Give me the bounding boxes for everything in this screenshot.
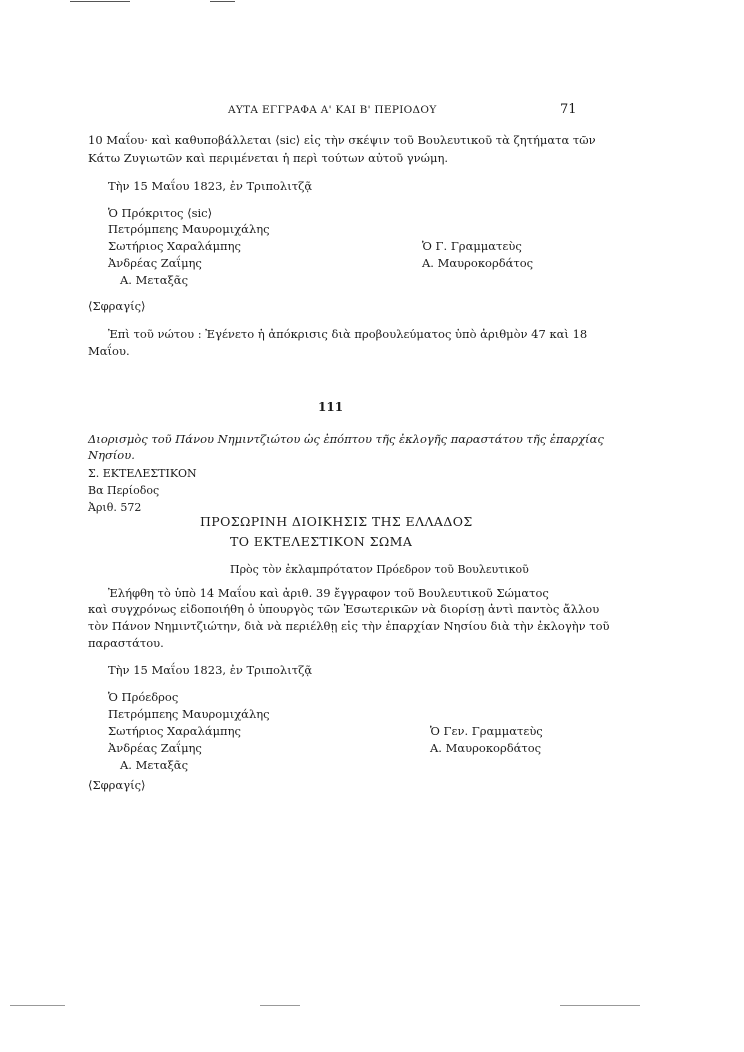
- scan-mark-bottom-left: [10, 1005, 65, 1006]
- archive-ref: Σ. ΕΚΤΕΛΕΣΤΙΚΟΝ: [88, 467, 197, 480]
- document-title: ΠΡΟΣΩΡΙΝΗ ΔΙΟΙΚΗΣΙΣ ΤΗΣ ΕΛΛΑΔΟΣ: [200, 514, 473, 529]
- addressee: Πρὸς τὸν ἐκλαμπρότατον Πρόεδρον τοῦ Βουλευτικοῦ: [230, 563, 529, 576]
- signer-left: Ὁ Πρόκριτος ⟨sic⟩: [108, 206, 213, 220]
- document-title: ΤΟ ΕΚΤΕΛΕΣΤΙΚΟΝ ΣΩΜΑ: [230, 534, 413, 549]
- endorsement-line: Μαΐου.: [88, 344, 130, 358]
- signer-left: Α. Μεταξᾶς: [120, 758, 189, 772]
- signer-right: Ὁ Γεν. Γραμματεὺς: [430, 724, 543, 738]
- signer-left: Σωτήριος Χαραλάμπης: [108, 239, 241, 253]
- signer-right: Α. Μαυροκορδάτος: [430, 741, 542, 755]
- document-number: 111: [318, 400, 344, 414]
- signer-right: Ὁ Γ. Γραμματεὺς: [422, 239, 522, 253]
- scan-mark-top-right: [210, 1, 235, 2]
- signer-left: Ὁ Πρόεδρος: [108, 690, 179, 704]
- archive-ref: Βα Περίοδος: [88, 484, 160, 497]
- archive-ref: Ἀριθ. 572: [88, 501, 142, 514]
- body-line: καὶ συγχρόνως εἰδοποιήθη ὁ ὑπουργὸς τῶν Ἐσωτερικῶν νὰ διορίσῃ ἀντὶ παντὸς ἄλλου: [88, 602, 600, 616]
- body-line: Ἐλήφθη τὸ ὑπὸ 14 Μαΐου καὶ ἀριθ. 39 ἔγγραφον τοῦ Βουλευτικοῦ Σώματος: [108, 586, 549, 600]
- body-line: τὸν Πάνον Νημιντζιώτην, διὰ νὰ περιέλθῃ εἰς τὴν ἐπαρχίαν Νησίου διὰ τὴν ἐκλογὴν τοῦ: [88, 619, 610, 633]
- page-number: 71: [560, 102, 577, 117]
- running-title: ΑΥΤΑ ΕΓΓΡΑΦΑ Α' ΚΑΙ Β' ΠΕΡΙΟΔΟΥ: [228, 104, 437, 116]
- scan-mark-bottom-mid: [260, 1005, 300, 1006]
- signer-left: Α. Μεταξᾶς: [120, 273, 189, 287]
- signer-left: Ἀνδρέας Ζαΐμης: [108, 741, 202, 755]
- signer-right: Α. Μαυροκορδάτος: [422, 256, 534, 270]
- seal-note: ⟨Σφραγίς⟩: [88, 778, 146, 792]
- summary-line: Διορισμὸς τοῦ Πάνου Νημιντζιώτου ὡς ἐπόπτου τῆς ἐκλογῆς παραστάτου τῆς ἐπαρχίας: [88, 432, 604, 446]
- paragraph-line: 10 Μαΐου· καὶ καθυποβάλλεται ⟨sic⟩ εἰς τὴν σκέψιν τοῦ Βουλευτικοῦ τὰ ζητήματα τῶν: [88, 133, 596, 147]
- signer-left: Ἀνδρέας Ζαΐμης: [108, 256, 202, 270]
- scan-mark-bottom-right: [560, 1005, 640, 1006]
- signer-left: Πετρόμπεης Μαυρομιχάλης: [108, 707, 270, 721]
- paragraph-line: Κάτω Ζυγιωτῶν καὶ περιμένεται ἡ περὶ τούτων αὐτοῦ γνώμη.: [88, 151, 449, 165]
- date-line: Τὴν 15 Μαΐου 1823, ἐν Τριπολιτζᾷ: [108, 179, 313, 193]
- endorsement-line: Ἐπὶ τοῦ νώτου : Ἐγένετο ἡ ἀπόκρισις διὰ προβουλεύματος ὑπὸ ἀριθμὸν 47 καὶ 18: [108, 327, 588, 341]
- summary-line: Νησίου.: [88, 448, 135, 462]
- scan-mark-top-left: [70, 1, 130, 2]
- signer-left: Σωτήριος Χαραλάμπης: [108, 724, 241, 738]
- seal-note: ⟨Σφραγίς⟩: [88, 299, 146, 313]
- signer-left: Πετρόμπεης Μαυρομιχάλης: [108, 222, 270, 236]
- date-line: Τὴν 15 Μαΐου 1823, ἐν Τριπολιτζᾷ: [108, 663, 313, 677]
- body-line: παραστάτου.: [88, 636, 164, 650]
